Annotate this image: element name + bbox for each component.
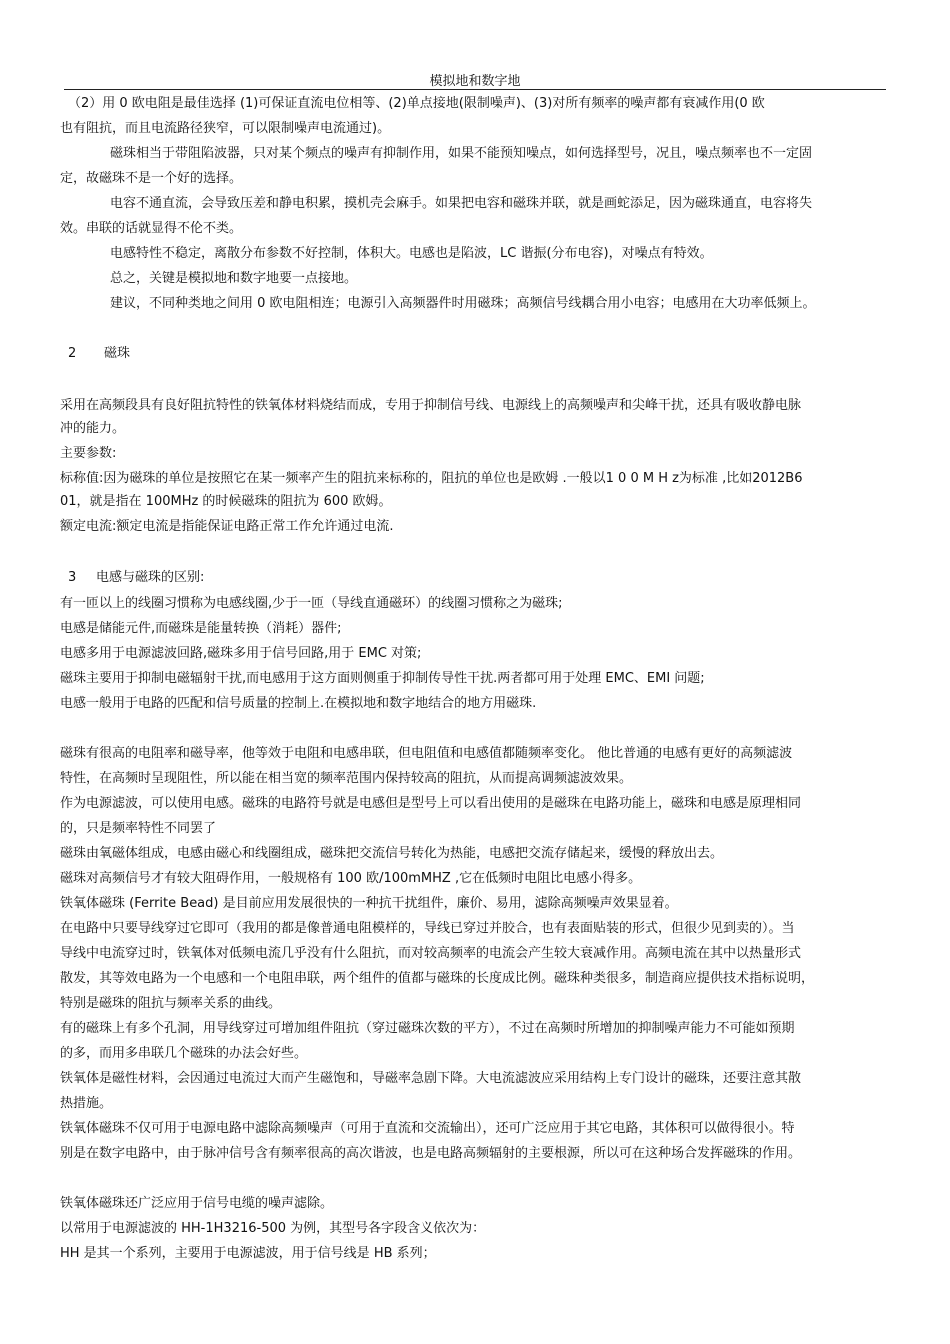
paragraph-line: 主要参数:: [60, 446, 117, 461]
paragraph-line: 也有阻抗，而且电流路径狭窄，可以限制噪声电流通过)。: [60, 121, 391, 136]
paragraph-line: 在电路中只要导线穿过它即可（我用的都是像普通电阻模样的，导线已穿过并胶合，也有表面贴装的形式，但很少见到卖的）。当: [60, 921, 795, 936]
paragraph-line: 热措施。: [60, 1096, 113, 1111]
paragraph-line: 铁氧体磁珠还广泛应用于信号电缆的噪声滤除。: [60, 1196, 334, 1211]
paragraph-line: 有一匝以上的线圈习惯称为电感线圈,少于一匝（导线直通磁环）的线圈习惯称之为磁珠;: [60, 596, 563, 611]
paragraph-line: 电感多用于电源滤波回路,磁珠多用于信号回路,用于 EMC 对策;: [60, 646, 422, 661]
paragraph-line: 效。串联的话就显得不伦不类。: [60, 221, 243, 236]
paragraph-line: 采用在高频段具有良好阻抗特性的铁氧体材料烧结而成，专用于抑制信号线、电源线上的高频噪声和尖峰干扰，还具有吸收静电脉: [60, 398, 802, 413]
paragraph-line: 导线中电流穿过时，铁氧体对低频电流几乎没有什么阻抗，而对较高频率的电流会产生较大衰减作用。高频电流在其中以热量形式: [60, 946, 802, 961]
section-title: 磁珠: [104, 346, 131, 361]
paragraph-line: 建议，不同种类地之间用 0 欧电阻相连；电源引入高频器件时用磁珠；高频信号线耦合用小电容；电感用在大功率低频上。: [110, 296, 816, 311]
paragraph-line: HH 是其一个系列，主要用于电源滤波，用于信号线是 HB 系列；: [60, 1246, 436, 1261]
paragraph-line: 电感特性不稳定，离散分布参数不好控制，体积大。电感也是陷波，LC 谐振(分布电容)，对噪点有特效。: [110, 246, 713, 261]
section-number: 2: [68, 346, 77, 361]
paragraph-line: 标称值:因为磁珠的单位是按照它在某一频率产生的阻抗来标称的，阻抗的单位也是欧姆 .一般以1 0 0 M H z为标准 ,比如2012B6: [60, 471, 803, 486]
paragraph-line: （2）用 0 欧电阻是最佳选择 (1)可保证直流电位相等、(2)单点接地(限制噪声)、(3)对所有频率的噪声都有衰减作用(0 欧: [68, 96, 765, 111]
paragraph-line: 磁珠有很高的电阻率和磁导率，他等效于电阻和电感串联，但电阻值和电感值都随频率变化。 他比普通的电感有更好的高频滤波: [60, 746, 793, 761]
paragraph-line: 冲的能力。: [60, 421, 126, 436]
paragraph-line: 01，就是指在 100MHz 的时候磁珠的阻抗为 600 欧姆。: [60, 494, 392, 509]
paragraph-line: 铁氧体是磁性材料，会因通过电流过大而产生磁饱和，导磁率急剧下降。大电流滤波应采用结构上专门设计的磁珠，还要注意其散: [60, 1071, 802, 1086]
page-header: 模拟地和数字地: [429, 74, 521, 89]
paragraph-line: 磁珠对高频信号才有较大阻碍作用，一般规格有 100 欧/100mMHZ ,它在低频时电阻比电感小得多。: [60, 871, 642, 886]
paragraph-line: 定，故磁珠不是一个好的选择。: [60, 171, 243, 186]
section-number: 3: [68, 570, 77, 585]
paragraph-line: 散发，其等效电路为一个电感和一个电阻串联，两个组件的值都与磁珠的长度成比例。磁珠种类很多，制造商应提供技术指标说明，: [60, 971, 815, 986]
paragraph-line: 磁珠主要用于抑制电磁辐射干扰,而电感用于这方面则侧重于抑制传导性干扰.两者都可用于处理 EMC、EMI 问题;: [60, 671, 705, 686]
header-rule: [64, 89, 886, 90]
paragraph-line: 以常用于电源滤波的 HH-1H3216-500 为例，其型号各字段含义依次为：: [60, 1221, 486, 1236]
paragraph-line: 有的磁珠上有多个孔洞，用导线穿过可增加组件阻抗（穿过磁珠次数的平方），不过在高频时所增加的抑制噪声能力不可能如预期: [60, 1021, 795, 1036]
paragraph-line: 电感是储能元件,而磁珠是能量转换（消耗）器件;: [60, 621, 342, 636]
paragraph-line: 电容不通直流，会导致压差和静电积累，摸机壳会麻手。如果把电容和磁珠并联，就是画蛇添足，因为磁珠通直，电容将失: [110, 196, 813, 211]
paragraph-line: 的多，而用多串联几个磁珠的办法会好些。: [60, 1046, 308, 1061]
paragraph-line: 磁珠相当于带阻陷波器，只对某个频点的噪声有抑制作用，如果不能预知噪点，如何选择型号，况且，噪点频率也不一定固: [110, 146, 813, 161]
section-title: 电感与磁珠的区别:: [96, 570, 205, 585]
paragraph-line: 电感一般用于电路的匹配和信号质量的控制上.在模拟地和数字地结合的地方用磁珠.: [60, 696, 537, 711]
paragraph-line: 总之，关键是模拟地和数字地要一点接地。: [110, 271, 358, 286]
paragraph-line: 别是在数字电路中，由于脉冲信号含有频率很高的高次谐波，也是电路高频辐射的主要根源，所以可在这种场合发挥磁珠的作用。: [60, 1146, 802, 1161]
paragraph-line: 额定电流:额定电流是指能保证电路正常工作允许通过电流.: [60, 519, 394, 534]
section-heading: [60, 570, 204, 586]
paragraph-line: 的，只是频率特性不同罢了: [60, 821, 217, 836]
paragraph-line: 特性，在高频时呈现阻性，所以能在相当宽的频率范围内保持较高的阻抗，从而提高调频滤波效果。: [60, 771, 633, 786]
paragraph-line: 作为电源滤波，可以使用电感。磁珠的电路符号就是电感但是型号上可以看出使用的是磁珠在电路功能上，磁珠和电感是原理相同: [60, 796, 802, 811]
paragraph-line: 磁珠由氧磁体组成，电感由磁心和线圈组成，磁珠把交流信号转化为热能，电感把交流存储起来，缓慢的释放出去。: [60, 846, 724, 861]
paragraph-line: 铁氧体磁珠不仅可用于电源电路中滤除高频噪声（可用于直流和交流输出），还可广泛应用于其它电路，其体积可以做得很小。特: [60, 1121, 795, 1136]
section-heading: [60, 346, 130, 362]
paragraph-line: 铁氧体磁珠 (Ferrite Bead) 是目前应用发展很快的一种抗干扰组件，廉价、易用，滤除高频噪声效果显着。: [60, 896, 678, 911]
paragraph-line: 特别是磁珠的阻抗与频率关系的曲线。: [60, 996, 282, 1011]
